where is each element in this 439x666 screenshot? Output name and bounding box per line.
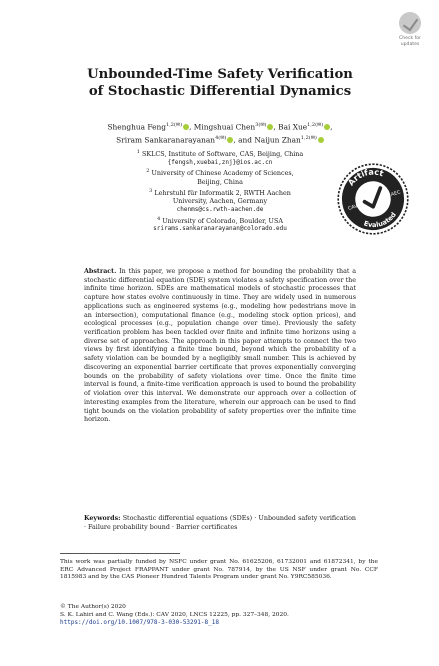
- check-updates-icon: [399, 12, 421, 34]
- funding-footnote: This work was partially funded by NSFC under grant No. 61625206, 61732001 and 61872341, by the ERC Advanced Project FRAPPANT under grant No. 787914, by the US NSF under grant No. CCF 1815983 and by the CAS Pioneer Hundred Talents Program under grant No. Y9RC585036.: [60, 559, 378, 581]
- seal-right-text: AEC: [390, 190, 402, 199]
- affiliation-4: $^4$ University of Colorado, Boulder, USA: [157, 215, 283, 225]
- keywords-text: Stochastic differential equations (SDEs) · Unbounded safety verification · Failure probability bound · Barrier certificates: [84, 515, 356, 531]
- seal-left-text: CAV: [347, 204, 359, 212]
- author-affil-mark: 1,2(✉): [307, 122, 324, 128]
- affiliations: [120, 148, 320, 234]
- author-list: Shenghua Feng$^{1,2(✉)}$ , Mingshuai Chen$^{3(✉)}$ , Bai Xue$^{1,2(✉)}$ , Sriram Sankaranarayanan$^{4(✉)}$ , and Naijun Zhan$^{1,2(✉)}$: [107, 122, 333, 145]
- seal-bottom-text: Evaluated: [362, 210, 398, 230]
- author-name: Sriram Sankaranarayanan: [116, 135, 216, 145]
- abstract-label: Abstract.: [84, 268, 117, 275]
- orcid-icon[interactable]: [324, 124, 330, 130]
- artifact-evaluated-seal: [336, 162, 410, 236]
- author-name: Naijun Zhan: [254, 135, 301, 145]
- author-name: Shenghua Feng: [107, 122, 167, 132]
- check-for-updates-badge[interactable]: [392, 12, 428, 54]
- copyright-line: © The Author(s) 2020: [60, 604, 126, 610]
- affiliation-1-email[interactable]: {fengsh,xuebai,znj}@ios.ac.cn: [167, 158, 273, 166]
- title-line-2: of Stochastic Differential Dynamics: [88, 84, 352, 99]
- title-line-1: Unbounded-Time Safety Verification: [87, 67, 353, 82]
- author-affil-mark: 1,2(✉): [166, 122, 183, 128]
- author-name: Mingshuai Chen: [193, 122, 256, 132]
- doi-link[interactable]: https://doi.org/10.1007/978-3-030-53291-8_18: [60, 619, 219, 627]
- abstract-text: In this paper, we propose a method for bounding the probability that a stochastic differential equation (SDE) system violates a safety specification over the infinite time horizon. SDEs are mathematical models of stochastic processes that capture how states evolve continuously in time. They are widely used in numerous applications such as engineered systems (e.g., modeling how pedestrians move in an intersection), computational finance (e.g., modeling stock option prices), and ecological processes (e.g., population change over time). Previously the safety verification problem has been tackled over finite and infinite time horizons using a diverse set of approaches. The approach in this paper attempts to connect the two views by first identifying a finite time bound, beyond which the probability of a safety violation can be bounded by a negligibly small number. This is achieved by discovering an exponential barrier certificate that proves exponentially converging bounds on the probability of safety violations over time. Once the finite time interval is found, a finite-time verification approach is used to bound the probability of violation over this interval. We demonstrate our approach over a collection of interesting examples from the literature, wherein our approach can be used to find tight bounds on the violation probability of safety properties over the infinite time horizon.: [84, 268, 356, 424]
- affiliation-3: $^3$ Lehrstuhl für Informatik 2, RWTH Aachen: [149, 187, 291, 197]
- affiliation-3-email[interactable]: chenms@cs.rwth-aachen.de: [176, 205, 264, 213]
- author-conjunction: and: [238, 135, 252, 145]
- author-affil-mark: 3(✉): [255, 122, 267, 128]
- orcid-icon[interactable]: [227, 137, 233, 143]
- check-updates-label: Check for updates: [399, 36, 421, 47]
- affiliation-3-line-2: University, Aachen, Germany: [172, 197, 268, 206]
- orcid-icon[interactable]: [267, 124, 273, 130]
- seal-top-text: Artifact: [345, 166, 385, 188]
- affiliation-4-email[interactable]: srirams.sankaranarayanan@colorado.edu: [153, 225, 287, 233]
- orcid-icon[interactable]: [183, 124, 189, 130]
- author-affil-mark: 4(✉): [215, 134, 227, 141]
- orcid-icon[interactable]: [318, 137, 324, 143]
- paper-title: [60, 66, 380, 100]
- author-name: Bai Xue: [278, 122, 308, 132]
- keywords-label: Keywords:: [84, 515, 121, 522]
- keywords: [84, 515, 356, 532]
- affiliation-2-line-2: Beijing, China: [197, 178, 243, 187]
- affiliation-1: $^1$ SKLCS, Institute of Software, CAS, Beijing, China: [136, 149, 304, 159]
- footnote-divider: [60, 553, 180, 554]
- author-affil-mark: 1,2(✉): [300, 134, 317, 141]
- affiliation-2: $^2$ University of Chinese Academy of Sciences,: [146, 168, 294, 178]
- proceedings-line: S. K. Lahiri and C. Wang (Eds.): CAV 2020, LNCS 12225, pp. 327–348, 2020.: [60, 611, 289, 618]
- copyright-block: [60, 604, 378, 627]
- abstract: [84, 268, 356, 425]
